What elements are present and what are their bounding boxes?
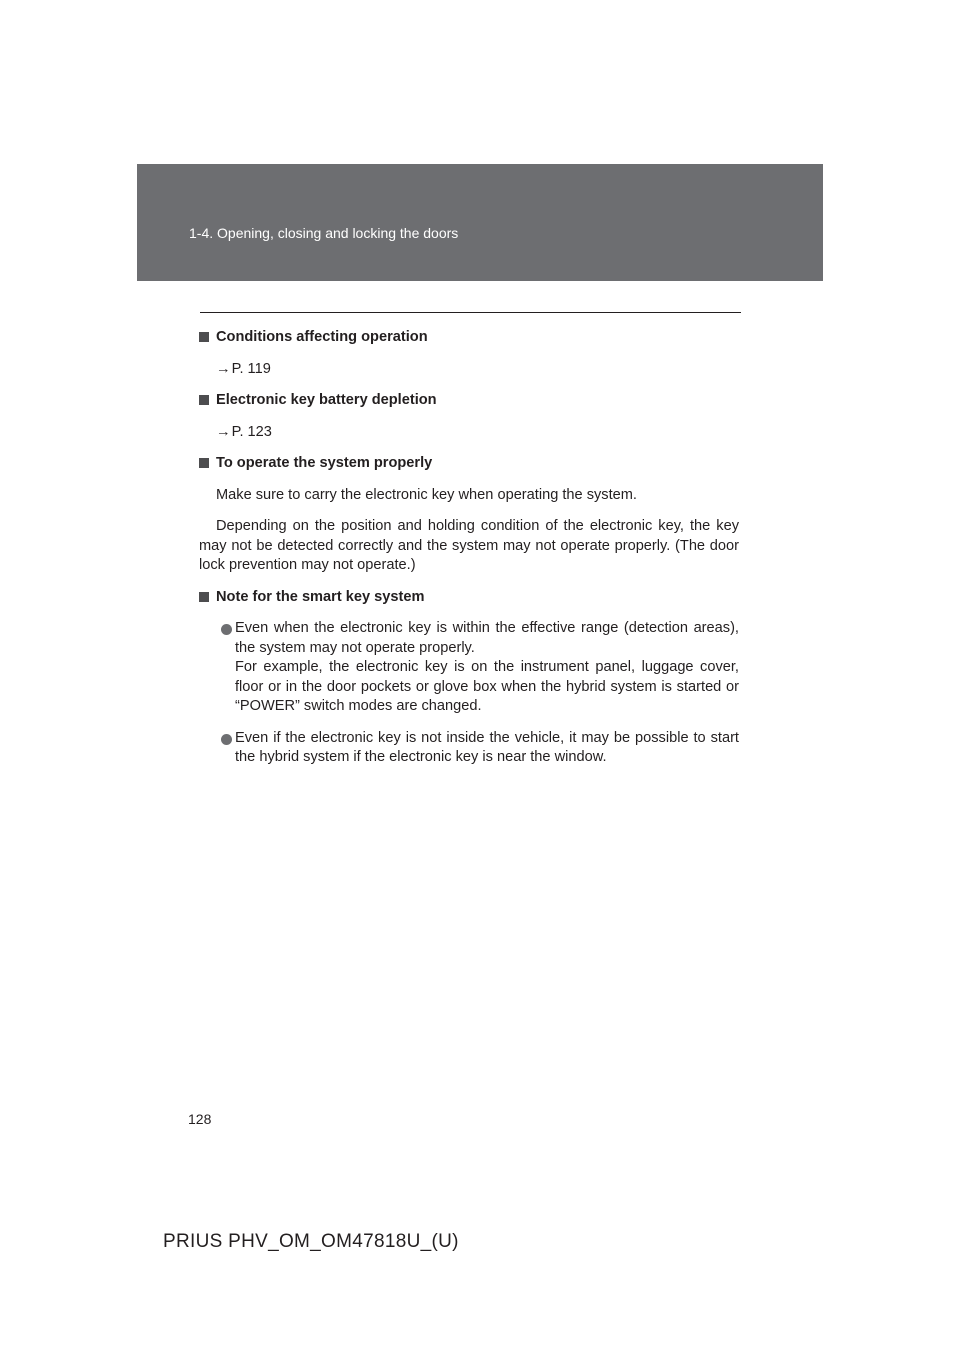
round-bullet-icon (221, 734, 232, 745)
header-divider (200, 312, 741, 313)
reference-text: P. 119 (231, 360, 271, 377)
square-bullet-icon (199, 458, 209, 468)
bullet-text: For example, the electronic key is on the instrument panel, luggage cover, floor or in the door pockets or glove box when the hybrid system is started or “POWER” switch modes are changed. (235, 659, 739, 714)
square-bullet-icon (199, 332, 209, 342)
section-title: 1-4. Opening, closing and locking the doors (189, 225, 459, 241)
section-heading (199, 328, 739, 348)
body-paragraph: Depending on the position and holding condition of the electronic key, the key may not be detected correctly and the system may not operate properly. (The door lock prevention may not operate.) (199, 518, 739, 573)
round-bullet-icon (221, 624, 232, 635)
page-content (199, 328, 739, 780)
bullet-item (199, 729, 739, 768)
section-heading (199, 454, 739, 474)
heading-text: To operate the system properly (216, 455, 433, 471)
heading-text: Note for the smart key system (216, 588, 425, 605)
page-number: 128 (188, 1111, 212, 1127)
document-id: PRIUS PHV_OM_OM47818U_(U) (163, 1231, 459, 1252)
body-paragraph: Make sure to carry the electronic key when operating the system. (216, 486, 637, 503)
bullet-item (199, 619, 739, 717)
section-heading (199, 391, 739, 411)
arrow-right-icon: → (216, 360, 231, 377)
bullet-text: Even if the electronic key is not inside the vehicle, it may be possible to start the hybrid system if the electronic key is near the window. (235, 729, 739, 765)
reference-text: P. 123 (231, 423, 272, 440)
section-header-band (137, 164, 823, 281)
bullet-text: Even when the electronic key is within the effective range (detection areas), the system may not operate properly. (235, 620, 739, 656)
arrow-right-icon: → (216, 423, 231, 440)
heading-text: Conditions affecting operation (216, 329, 428, 345)
section-heading (199, 588, 739, 608)
heading-text: Electronic key battery depletion (216, 392, 437, 408)
page-reference (199, 423, 739, 443)
square-bullet-icon (199, 395, 209, 405)
page-reference (199, 360, 739, 380)
square-bullet-icon (199, 592, 209, 602)
